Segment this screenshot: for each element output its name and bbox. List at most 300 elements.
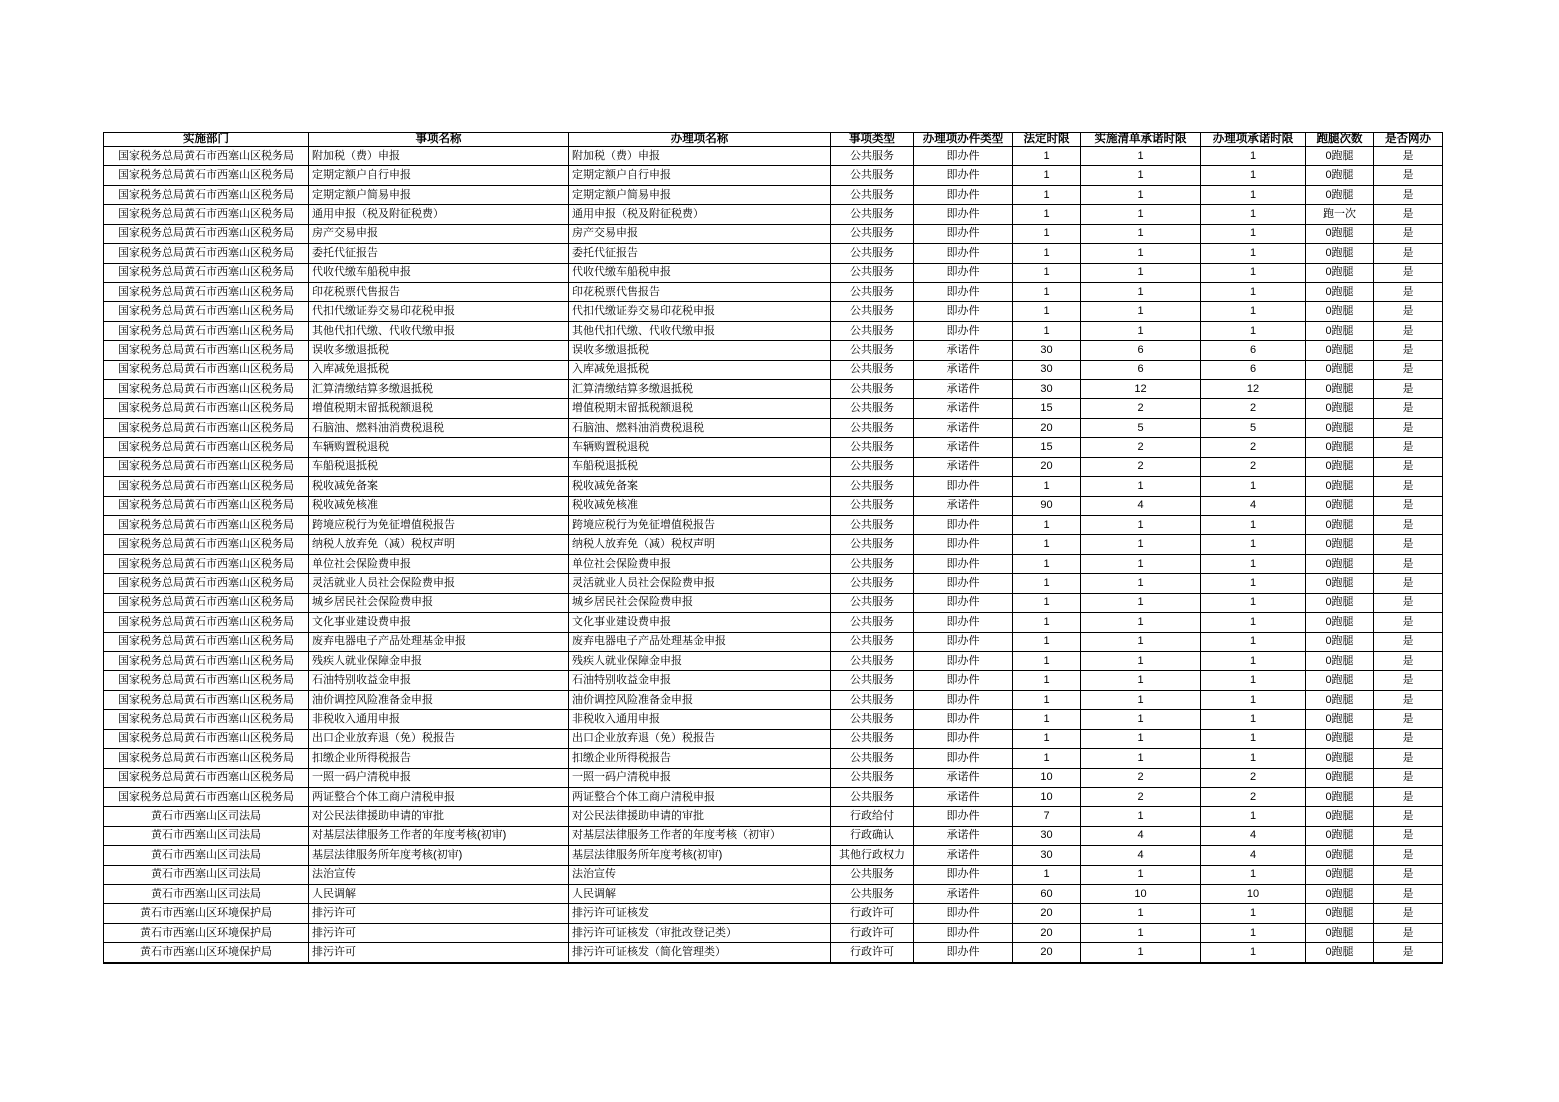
table-cell: 非税收入通用申报: [569, 710, 831, 729]
table-cell: 公共服务: [831, 690, 914, 709]
table-cell: 0跑腿: [1306, 904, 1374, 923]
table-cell: 0跑腿: [1306, 380, 1374, 399]
table-cell: 0跑腿: [1306, 166, 1374, 185]
table-cell: 是: [1374, 399, 1443, 418]
table-cell: 是: [1374, 185, 1443, 204]
column-header: 跑腿次数: [1306, 133, 1374, 147]
table-cell: 黄石市西塞山区司法局: [104, 865, 309, 884]
table-cell: 0跑腿: [1306, 147, 1374, 166]
table-cell: 公共服务: [831, 166, 914, 185]
table-cell: 国家税务总局黄石市西塞山区税务局: [104, 651, 309, 670]
table-cell: 其他代扣代缴、代收代缴申报: [309, 321, 569, 340]
table-row: [104, 477, 1443, 496]
table-row: [104, 885, 1443, 904]
table-cell: 1: [1201, 477, 1306, 496]
table-row: [104, 826, 1443, 845]
table-cell: 4: [1201, 846, 1306, 865]
table-cell: 公共服务: [831, 554, 914, 573]
table-cell: 即办件: [914, 729, 1013, 748]
table-cell: 7: [1013, 807, 1081, 826]
table-cell: 是: [1374, 263, 1443, 282]
table-row: [104, 457, 1443, 476]
table-cell: 1: [1013, 613, 1081, 632]
table-cell: 0跑腿: [1306, 418, 1374, 437]
table-cell: 误收多缴退抵税: [309, 341, 569, 360]
table-cell: 入库减免退抵税: [569, 360, 831, 379]
table-cell: 90: [1013, 496, 1081, 515]
table-row: [104, 147, 1443, 166]
table-row: [104, 865, 1443, 884]
column-header: 事项类型: [831, 133, 914, 147]
table-cell: 6: [1081, 341, 1201, 360]
table-cell: 公共服务: [831, 244, 914, 263]
table-cell: 是: [1374, 690, 1443, 709]
table-cell: 1: [1081, 282, 1201, 301]
table-cell: 国家税务总局黄石市西塞山区税务局: [104, 244, 309, 263]
table-cell: 承诺件: [914, 787, 1013, 806]
table-cell: 1: [1013, 477, 1081, 496]
table-row: [104, 710, 1443, 729]
table-cell: 1: [1201, 147, 1306, 166]
table-cell: 公共服务: [831, 302, 914, 321]
table-cell: 0跑腿: [1306, 826, 1374, 845]
table-cell: 公共服务: [831, 438, 914, 457]
table-cell: 0跑腿: [1306, 885, 1374, 904]
table-cell: 车辆购置税退税: [569, 438, 831, 457]
table-cell: 行政许可: [831, 904, 914, 923]
table-cell: 是: [1374, 710, 1443, 729]
table-cell: 1: [1201, 613, 1306, 632]
table-row: [104, 224, 1443, 243]
table-row: [104, 807, 1443, 826]
table-cell: 1: [1081, 807, 1201, 826]
table-cell: 是: [1374, 826, 1443, 845]
table-cell: 房产交易申报: [569, 224, 831, 243]
table-row: [104, 341, 1443, 360]
table-cell: 0跑腿: [1306, 787, 1374, 806]
table-cell: 0跑腿: [1306, 690, 1374, 709]
table-cell: 房产交易申报: [309, 224, 569, 243]
table-cell: 是: [1374, 244, 1443, 263]
table-cell: 1: [1081, 651, 1201, 670]
table-cell: 一照一码户清税申报: [569, 768, 831, 787]
table-cell: 6: [1201, 360, 1306, 379]
table-cell: 1: [1013, 710, 1081, 729]
table-cell: 即办件: [914, 554, 1013, 573]
table-cell: 对公民法律援助申请的审批: [569, 807, 831, 826]
table-cell: 残疾人就业保障金申报: [309, 651, 569, 670]
table-cell: 是: [1374, 341, 1443, 360]
table-cell: 0跑腿: [1306, 321, 1374, 340]
table-cell: 公共服务: [831, 321, 914, 340]
table-cell: 即办件: [914, 166, 1013, 185]
table-cell: 油价调控风险准备金申报: [309, 690, 569, 709]
table-cell: 1: [1081, 904, 1201, 923]
table-cell: 1: [1201, 749, 1306, 768]
table-cell: 1: [1081, 632, 1201, 651]
table-row: [104, 651, 1443, 670]
table-cell: 委托代征报告: [309, 244, 569, 263]
table-cell: 1: [1081, 244, 1201, 263]
table-row: [104, 516, 1443, 535]
table-cell: 1: [1013, 535, 1081, 554]
table-cell: 是: [1374, 729, 1443, 748]
table-cell: 0跑腿: [1306, 341, 1374, 360]
table-cell: 排污许可证核发（审批改登记类）: [569, 923, 831, 942]
table-cell: 4: [1081, 846, 1201, 865]
table-row: [104, 613, 1443, 632]
table-cell: 是: [1374, 865, 1443, 884]
table-cell: 是: [1374, 593, 1443, 612]
table-cell: 1: [1201, 224, 1306, 243]
table-row: [104, 535, 1443, 554]
table-cell: 是: [1374, 205, 1443, 224]
table-cell: 公共服务: [831, 224, 914, 243]
table-cell: 0跑腿: [1306, 399, 1374, 418]
table-cell: 即办件: [914, 710, 1013, 729]
table-cell: 12: [1081, 380, 1201, 399]
table-cell: 是: [1374, 457, 1443, 476]
table-cell: 1: [1081, 302, 1201, 321]
table-cell: 1: [1081, 205, 1201, 224]
table-cell: 1: [1201, 244, 1306, 263]
table-cell: 60: [1013, 885, 1081, 904]
table-cell: 单位社会保险费申报: [569, 554, 831, 573]
table-cell: 残疾人就业保障金申报: [569, 651, 831, 670]
table-cell: 4: [1081, 496, 1201, 515]
table-cell: 1: [1013, 166, 1081, 185]
table-cell: 油价调控风险准备金申报: [569, 690, 831, 709]
table-cell: 公共服务: [831, 263, 914, 282]
table-cell: 2: [1081, 438, 1201, 457]
table-cell: 纳税人放弃免（减）税权声明: [309, 535, 569, 554]
table-cell: 1: [1201, 166, 1306, 185]
table-cell: 公共服务: [831, 341, 914, 360]
table-cell: 法治宣传: [569, 865, 831, 884]
table-row: [104, 593, 1443, 612]
table-cell: 0跑腿: [1306, 749, 1374, 768]
table-cell: 承诺件: [914, 399, 1013, 418]
table-cell: 5: [1081, 418, 1201, 437]
table-row: [104, 943, 1443, 963]
table-cell: 代扣代缴证券交易印花税申报: [569, 302, 831, 321]
table-cell: 国家税务总局黄石市西塞山区税务局: [104, 516, 309, 535]
table-cell: 1: [1081, 710, 1201, 729]
table-cell: 即办件: [914, 593, 1013, 612]
table-cell: 增值税期末留抵税额退税: [309, 399, 569, 418]
table-cell: 对基层法律服务工作者的年度考核(初审): [309, 826, 569, 845]
table-cell: 国家税务总局黄石市西塞山区税务局: [104, 302, 309, 321]
table-cell: 1: [1201, 554, 1306, 573]
table-cell: 公共服务: [831, 418, 914, 437]
table-cell: 5: [1201, 418, 1306, 437]
table-cell: 1: [1201, 302, 1306, 321]
table-cell: 是: [1374, 671, 1443, 690]
table-cell: 废弃电器电子产品处理基金申报: [569, 632, 831, 651]
table-cell: 是: [1374, 535, 1443, 554]
table-cell: 汇算清缴结算多缴退抵税: [569, 380, 831, 399]
table-cell: 0跑腿: [1306, 360, 1374, 379]
table-cell: 国家税务总局黄石市西塞山区税务局: [104, 535, 309, 554]
table-cell: 国家税务总局黄石市西塞山区税务局: [104, 321, 309, 340]
table-cell: 1: [1081, 729, 1201, 748]
table-cell: 30: [1013, 846, 1081, 865]
table-cell: 国家税务总局黄石市西塞山区税务局: [104, 166, 309, 185]
column-header: 实施清单承诺时限: [1081, 133, 1201, 147]
table-cell: 是: [1374, 418, 1443, 437]
table-cell: 30: [1013, 380, 1081, 399]
table-row: [104, 554, 1443, 573]
table-cell: 即办件: [914, 904, 1013, 923]
table-cell: 1: [1081, 224, 1201, 243]
table-cell: 灵活就业人员社会保险费申报: [309, 574, 569, 593]
table-cell: 是: [1374, 224, 1443, 243]
table-cell: 排污许可证核发（简化管理类）: [569, 943, 831, 963]
table-cell: 0跑腿: [1306, 477, 1374, 496]
table-cell: 代收代缴车船税申报: [569, 263, 831, 282]
table-cell: 文化事业建设费申报: [309, 613, 569, 632]
table-cell: 黄石市西塞山区司法局: [104, 826, 309, 845]
table-cell: 定期定额户简易申报: [569, 185, 831, 204]
table-cell: 承诺件: [914, 826, 1013, 845]
table-cell: 是: [1374, 438, 1443, 457]
table-row: [104, 787, 1443, 806]
table-cell: 是: [1374, 904, 1443, 923]
table-cell: 0跑腿: [1306, 554, 1374, 573]
table-cell: 20: [1013, 943, 1081, 963]
table-cell: 国家税务总局黄石市西塞山区税务局: [104, 418, 309, 437]
table-cell: 0跑腿: [1306, 710, 1374, 729]
table-cell: 扣缴企业所得税报告: [569, 749, 831, 768]
table-cell: 承诺件: [914, 768, 1013, 787]
table-cell: 公共服务: [831, 768, 914, 787]
table-cell: 黄石市西塞山区司法局: [104, 885, 309, 904]
table-cell: 公共服务: [831, 496, 914, 515]
table-row: [104, 690, 1443, 709]
table-cell: 1: [1013, 282, 1081, 301]
table-cell: 代收代缴车船税申报: [309, 263, 569, 282]
table-cell: 公共服务: [831, 885, 914, 904]
table-cell: 跑一次: [1306, 205, 1374, 224]
table-cell: 即办件: [914, 632, 1013, 651]
table-cell: 对公民法律援助申请的审批: [309, 807, 569, 826]
table-cell: 1: [1013, 244, 1081, 263]
table-cell: 公共服务: [831, 477, 914, 496]
table-cell: 国家税务总局黄石市西塞山区税务局: [104, 263, 309, 282]
table-cell: 0跑腿: [1306, 496, 1374, 515]
table-row: [104, 671, 1443, 690]
table-cell: 0跑腿: [1306, 729, 1374, 748]
table-cell: 1: [1013, 302, 1081, 321]
table-row: [104, 321, 1443, 340]
table-cell: 30: [1013, 360, 1081, 379]
table-cell: 基层法律服务所年度考核(初审): [309, 846, 569, 865]
table-cell: 车船税退抵税: [309, 457, 569, 476]
table-cell: 即办件: [914, 535, 1013, 554]
table-cell: 1: [1013, 632, 1081, 651]
column-header: 办理项办件类型: [914, 133, 1013, 147]
table-cell: 公共服务: [831, 593, 914, 612]
table-cell: 公共服务: [831, 574, 914, 593]
table-cell: 黄石市西塞山区司法局: [104, 846, 309, 865]
table-cell: 1: [1013, 651, 1081, 670]
table-cell: 税收减免核准: [569, 496, 831, 515]
table-cell: 公共服务: [831, 865, 914, 884]
table-cell: 承诺件: [914, 360, 1013, 379]
table-cell: 委托代征报告: [569, 244, 831, 263]
table-cell: 0跑腿: [1306, 457, 1374, 476]
table-cell: 30: [1013, 826, 1081, 845]
table-cell: 公共服务: [831, 380, 914, 399]
table-cell: 20: [1013, 457, 1081, 476]
table-cell: 1: [1013, 263, 1081, 282]
table-cell: 1: [1013, 729, 1081, 748]
table-cell: 税收减免核准: [309, 496, 569, 515]
table-cell: 增值税期末留抵税额退税: [569, 399, 831, 418]
table-cell: 石油特别收益金申报: [569, 671, 831, 690]
table-cell: 1: [1201, 807, 1306, 826]
table-cell: 20: [1013, 418, 1081, 437]
table-row: [104, 263, 1443, 282]
table-cell: 印花税票代售报告: [569, 282, 831, 301]
table-cell: 黄石市西塞山区环境保护局: [104, 943, 309, 963]
table-cell: 1: [1201, 516, 1306, 535]
table-cell: 0跑腿: [1306, 613, 1374, 632]
table-cell: 文化事业建设费申报: [569, 613, 831, 632]
table-cell: 排污许可: [309, 943, 569, 963]
table-cell: 1: [1201, 185, 1306, 204]
table-cell: 是: [1374, 302, 1443, 321]
table-row: [104, 846, 1443, 865]
table-cell: 1: [1201, 923, 1306, 942]
table-cell: 1: [1081, 749, 1201, 768]
table-cell: 1: [1201, 904, 1306, 923]
table-cell: 6: [1201, 341, 1306, 360]
table-cell: 公共服务: [831, 360, 914, 379]
table-cell: 印花税票代售报告: [309, 282, 569, 301]
table-cell: 0跑腿: [1306, 632, 1374, 651]
table-cell: 两证整合个体工商户清税申报: [569, 787, 831, 806]
table-cell: 通用申报（税及附征税费）: [309, 205, 569, 224]
table-cell: 城乡居民社会保险费申报: [309, 593, 569, 612]
table-cell: 1: [1081, 593, 1201, 612]
table-cell: 汇算清缴结算多缴退抵税: [309, 380, 569, 399]
table-cell: 1: [1081, 554, 1201, 573]
table-cell: 即办件: [914, 477, 1013, 496]
table-cell: 1: [1201, 729, 1306, 748]
table-cell: 石脑油、燃料油消费税退税: [569, 418, 831, 437]
table-row: [104, 360, 1443, 379]
table-cell: 代扣代缴证券交易印花税申报: [309, 302, 569, 321]
table-cell: 即办件: [914, 263, 1013, 282]
table-cell: 0跑腿: [1306, 535, 1374, 554]
table-cell: 承诺件: [914, 438, 1013, 457]
table-cell: 即办件: [914, 205, 1013, 224]
table-cell: 公共服务: [831, 205, 914, 224]
table-row: [104, 244, 1443, 263]
table-cell: 公共服务: [831, 632, 914, 651]
table-cell: 1: [1081, 943, 1201, 963]
table-cell: 石油特别收益金申报: [309, 671, 569, 690]
table-cell: 基层法律服务所年度考核(初审): [569, 846, 831, 865]
table-cell: 公共服务: [831, 710, 914, 729]
column-header: 办理项承诺时限: [1201, 133, 1306, 147]
table-cell: 即办件: [914, 282, 1013, 301]
table-cell: 1: [1081, 690, 1201, 709]
table-cell: 1: [1081, 574, 1201, 593]
table-cell: 税收减免备案: [309, 477, 569, 496]
table-cell: 定期定额户简易申报: [309, 185, 569, 204]
table-cell: 是: [1374, 477, 1443, 496]
table-cell: 1: [1013, 690, 1081, 709]
table-cell: 10: [1081, 885, 1201, 904]
column-header: 事项名称: [309, 133, 569, 147]
table-cell: 灵活就业人员社会保险费申报: [569, 574, 831, 593]
table-cell: 即办件: [914, 807, 1013, 826]
table-row: [104, 185, 1443, 204]
table-cell: 1: [1081, 865, 1201, 884]
table-cell: 其他行政权力: [831, 846, 914, 865]
table-row: [104, 418, 1443, 437]
table-cell: 1: [1081, 147, 1201, 166]
table-row: [104, 904, 1443, 923]
table-cell: 国家税务总局黄石市西塞山区税务局: [104, 787, 309, 806]
table-cell: 是: [1374, 787, 1443, 806]
table-cell: 即办件: [914, 302, 1013, 321]
table-cell: 6: [1081, 360, 1201, 379]
table-cell: 黄石市西塞山区环境保护局: [104, 904, 309, 923]
table-cell: 15: [1013, 438, 1081, 457]
table-cell: 国家税务总局黄石市西塞山区税务局: [104, 205, 309, 224]
column-header: 办理项名称: [569, 133, 831, 147]
table-cell: 是: [1374, 554, 1443, 573]
table-cell: 入库减免退抵税: [309, 360, 569, 379]
table-cell: 0跑腿: [1306, 282, 1374, 301]
table-cell: 对基层法律服务工作者的年度考核（初审）: [569, 826, 831, 845]
table-cell: 是: [1374, 516, 1443, 535]
table-cell: 附加税（费）申报: [569, 147, 831, 166]
table-cell: 即办件: [914, 613, 1013, 632]
table-cell: 即办件: [914, 224, 1013, 243]
table-cell: 即办件: [914, 749, 1013, 768]
table-cell: 定期定额户自行申报: [309, 166, 569, 185]
table-cell: 1: [1201, 651, 1306, 670]
table-cell: 1: [1201, 263, 1306, 282]
table-cell: 0跑腿: [1306, 923, 1374, 942]
table-cell: 国家税务总局黄石市西塞山区税务局: [104, 341, 309, 360]
table-cell: 1: [1013, 147, 1081, 166]
table-cell: 公共服务: [831, 651, 914, 670]
table-cell: 即办件: [914, 865, 1013, 884]
table-cell: 行政许可: [831, 923, 914, 942]
service-items-table: [103, 132, 1443, 964]
table-row: [104, 923, 1443, 942]
table-cell: 即办件: [914, 244, 1013, 263]
table-cell: 是: [1374, 768, 1443, 787]
table-row: [104, 632, 1443, 651]
table-cell: 是: [1374, 166, 1443, 185]
table-cell: 行政确认: [831, 826, 914, 845]
table-cell: 公共服务: [831, 613, 914, 632]
table-cell: 其他代扣代缴、代收代缴申报: [569, 321, 831, 340]
table-row: [104, 380, 1443, 399]
table-row: [104, 438, 1443, 457]
table-cell: 1: [1081, 535, 1201, 554]
table-cell: 国家税务总局黄石市西塞山区税务局: [104, 729, 309, 748]
table-cell: 行政给付: [831, 807, 914, 826]
table-cell: 2: [1201, 787, 1306, 806]
table-cell: 1: [1081, 613, 1201, 632]
